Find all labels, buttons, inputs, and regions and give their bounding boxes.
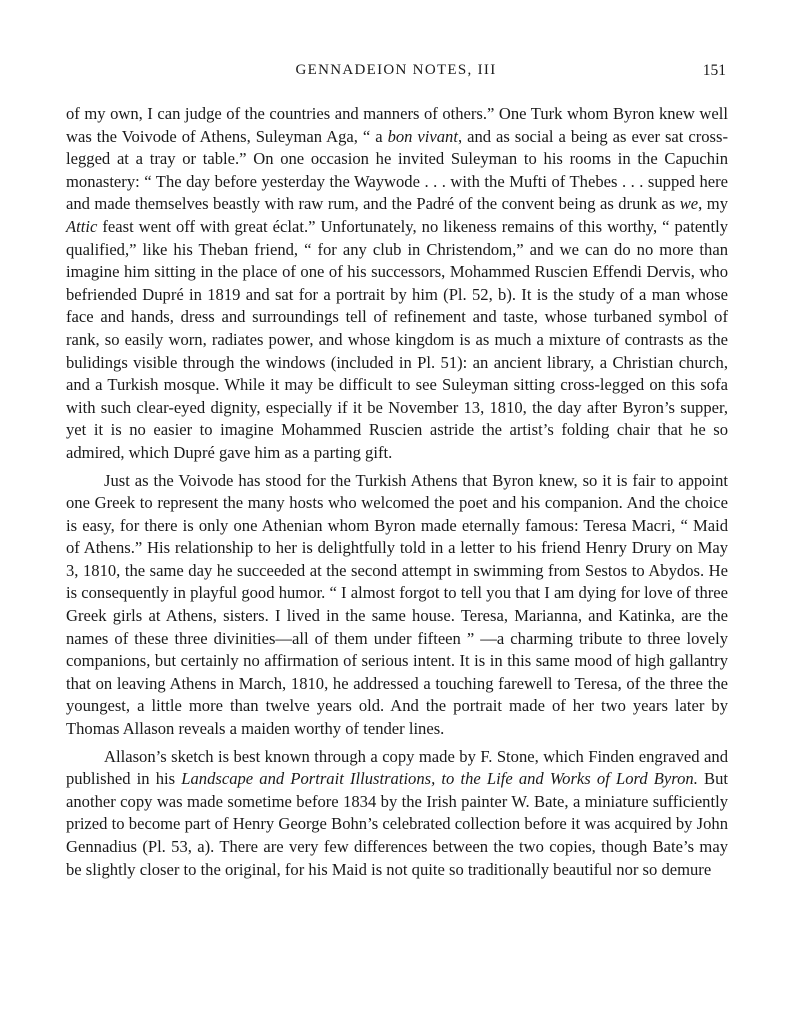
italic-phrase: Landscape and Portrait Illustrations, to the Life and Works of Lord Byron. xyxy=(181,769,698,789)
page-header xyxy=(66,62,726,84)
paragraph-1: of my own, I can judge of the countries and manners of others.” One Turk whom Byron knew well was the Voivode of Athens, Suleyman Aga, “ a bon vivant, and as social a being as ever sat cross-legged at a tray or table.” On one occasion he invited Suleyman to his rooms in the Capuchin monastery: “ The day before yesterday the Waywode . . . with the Mufti of Thebes . . . supped here and made themselves beastly with raw rum, and the Padré of the convent being as drunk as we, my Attic feast went off with great éclat.” Unfortunately, no likeness remains of this worthy, “ patently qualified,” like his Theban friend, “ for any club in Christendom,” and we can do no more than imagine him sitting in the place of one of his successors, Mohammed Ruscien Effendi Dervis, who befriended Dupré in 1819 and sat for a portrait by him (Pl. 52, b). It is the study of a man whose face and hands, dress and surroundings tell of refinement and taste, whose turbaned symbol of rank, so easily worn, radiates power, and whose kingdom is as much a mixture of contrasts as the bulidings visible through the windows (included in Pl. 51): an ancient library, a Christian church, and a Turkish mosque. While it may be difficult to see Suleyman sitting cross-legged on this sofa with such clear-eyed dignity, especially if it be November 13, 1810, the day after Byron’s supper, yet it is no easier to imagine Mohammed Ruscien astride the artist’s folding chair that he so admired, which Dupré gave him as a parting gift. xyxy=(66,104,728,462)
running-title: GENNADEION NOTES, III xyxy=(295,62,497,78)
paragraph-2: Just as the Voivode has stood for the Turkish Athens that Byron knew, so it is fair to appoint one Greek to represent the many hosts who welcomed the poet and his companion. And the choice is easy, for there is only one Athenian whom Byron made eternally famous: Teresa Macri, “ Maid of Athens.” His relationship to her is delightfully told in a letter to his friend Henry Drury on May 3, 1810, the same day he succeeded at the second attempt in swimming from Sestos to Abydos. He is consequently in playful good humor. “ I almost forgot to tell you that I am dying for love of three Greek girls at Athens, sisters. I lived in the same house. Teresa, Marianna, and Katinka, are the names of these three divinities—all of them under fifteen ” —a charming tribute to three lovely companions, but certainly no affirmation of serious intent. It is in this same mood of high gallantry that on leaving Athens in March, 1810, he addressed a touching farewell to Teresa, of the three the youngest, a little more than twelve years old. And the portrait made of her two years later by Thomas Allason reveals a maiden worthy of tender lines. xyxy=(66,470,728,739)
body-text xyxy=(66,103,728,881)
italic-phrase: we xyxy=(679,194,699,214)
page-number: 151 xyxy=(702,62,726,79)
paragraph-3: Allason’s sketch is best known through a copy made by F. Stone, which Finden engraved and published in his Landscape and Portrait Illustrations, to the Life and Works of Lord Byron. But another copy was made sometime before 1834 by the Irish painter W. Bate, a miniature sufficiently prized to become part of Henry George Bohn’s celebrated collection before it was acquired by John Gennadius (Pl. 53, a). There are very few differences between the two copies, though Bate’s may be slightly closer to the original, for his Maid is not quite so traditionally beautiful nor so demure xyxy=(66,746,728,879)
italic-phrase: bon vivant xyxy=(387,126,458,146)
italic-phrase: Attic xyxy=(66,216,98,236)
